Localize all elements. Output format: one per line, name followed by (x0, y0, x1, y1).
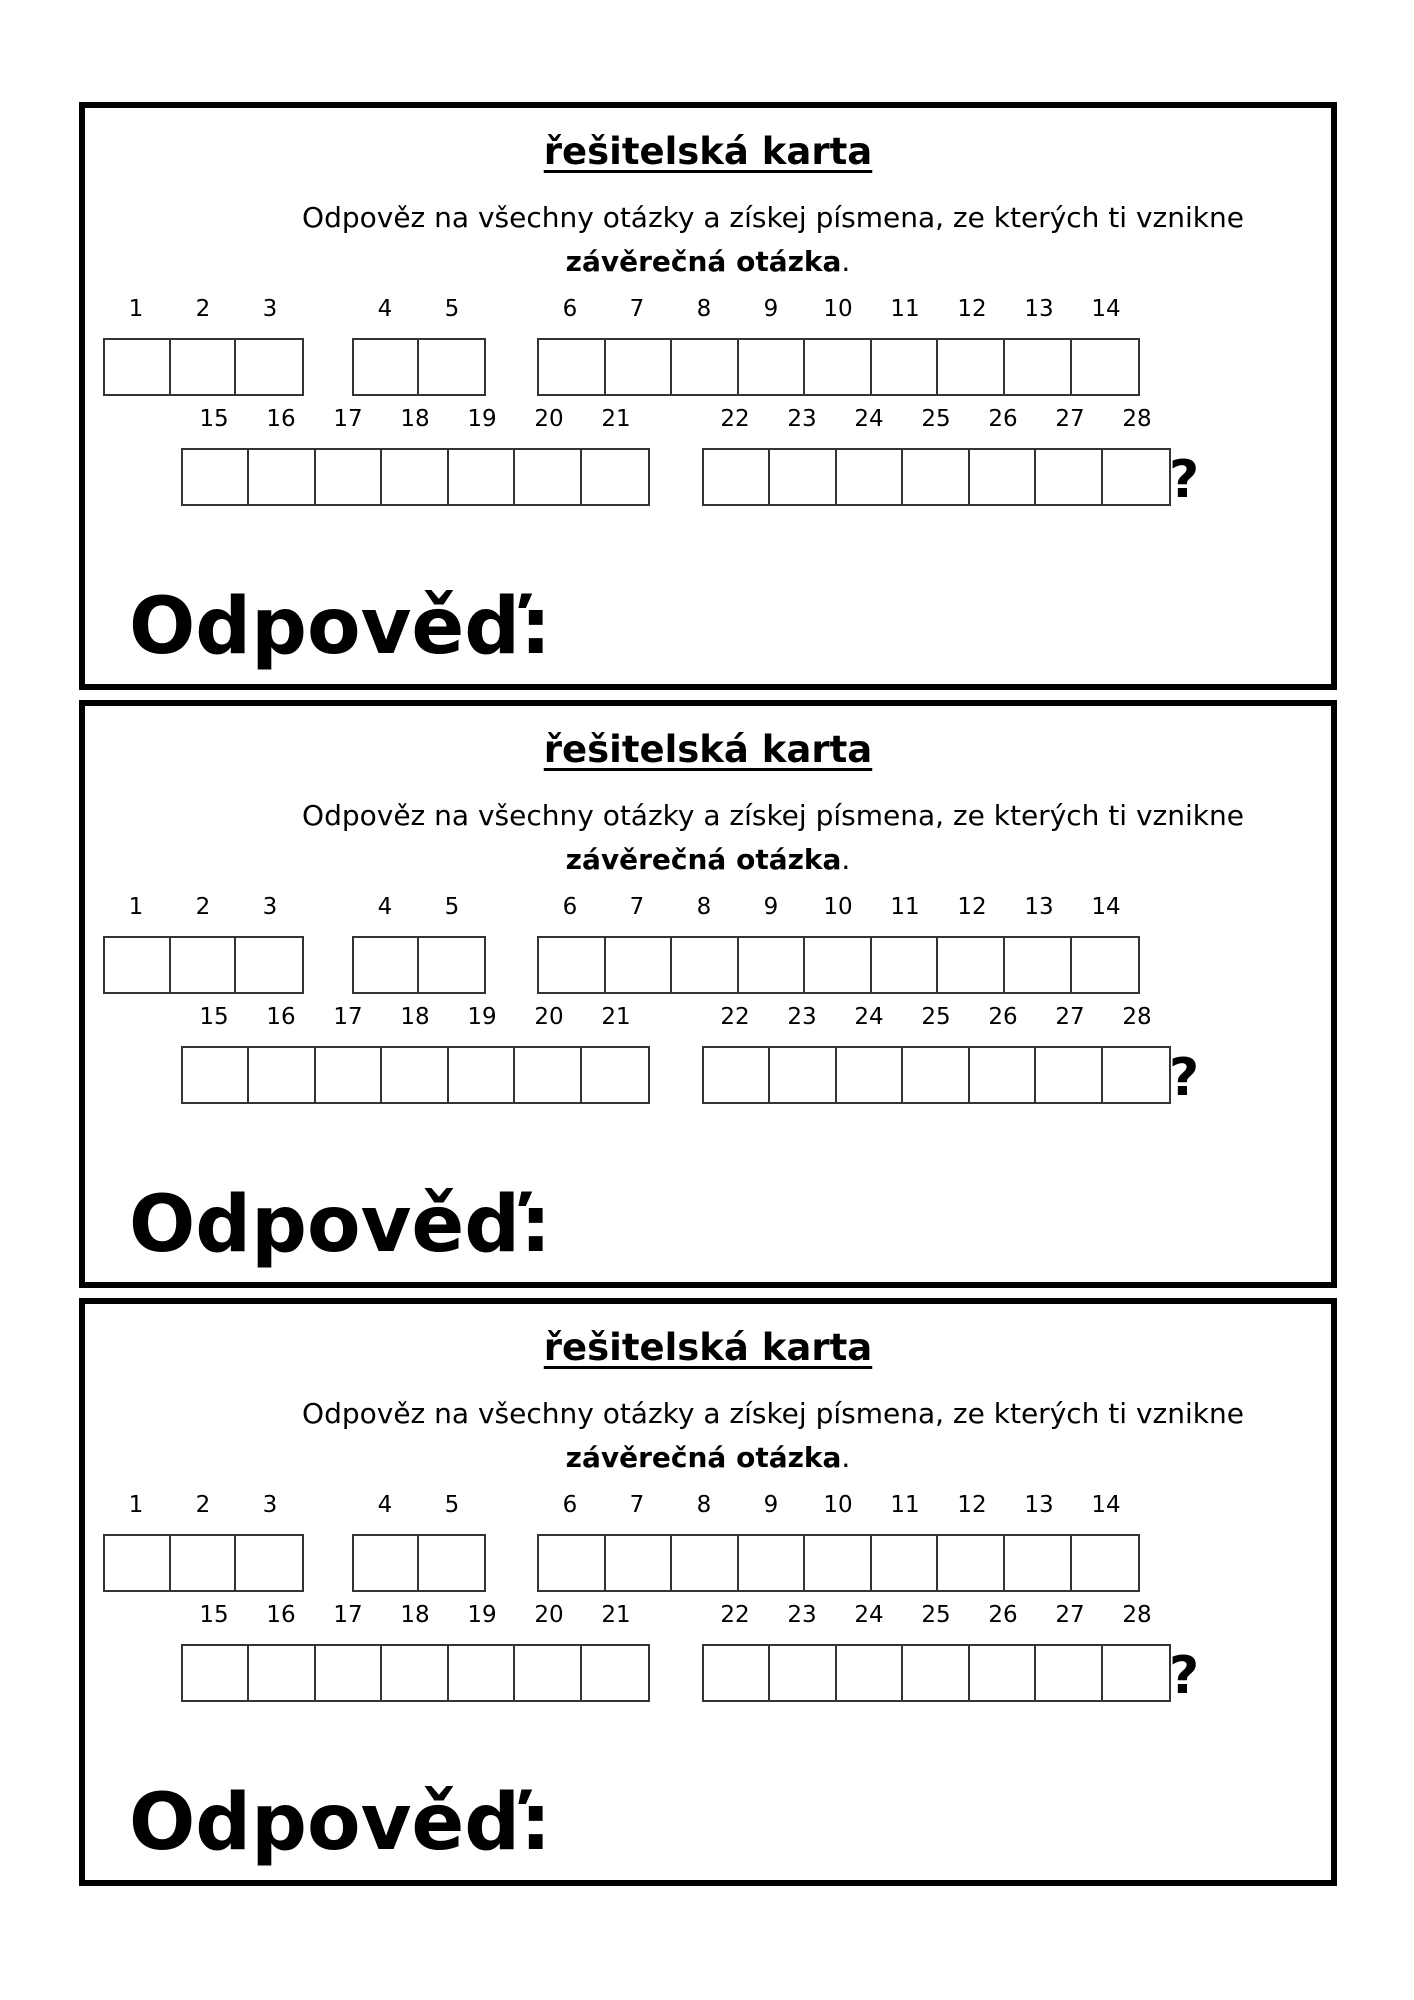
cell-number: 15 (199, 406, 229, 432)
cell-number: 15 (199, 1004, 229, 1030)
letter-cell[interactable] (739, 938, 806, 992)
letter-cell[interactable] (1005, 1536, 1072, 1590)
letter-box-group (181, 1644, 650, 1702)
cell-number: 5 (444, 894, 460, 920)
letter-box-group (352, 338, 486, 396)
letter-cell[interactable] (938, 340, 1005, 394)
letter-cell[interactable] (1036, 1048, 1102, 1102)
card-instructions (85, 1392, 1331, 1480)
letter-cell[interactable] (837, 1048, 903, 1102)
letter-cell[interactable] (382, 450, 448, 504)
cell-number: 10 (823, 296, 853, 322)
cell-number: 22 (720, 406, 750, 432)
letter-cell[interactable] (672, 340, 739, 394)
cell-number: 23 (787, 1004, 817, 1030)
solver-card (79, 700, 1337, 1288)
letter-box-group (352, 1534, 486, 1592)
cell-number: 12 (957, 296, 987, 322)
letter-cell[interactable] (1103, 1646, 1169, 1700)
cell-number: 13 (1024, 1492, 1054, 1518)
instructions-period: . (841, 245, 851, 278)
cell-number: 16 (266, 1004, 296, 1030)
letter-cell[interactable] (539, 340, 606, 394)
cell-number: 5 (444, 296, 460, 322)
cell-number: 18 (400, 1004, 430, 1030)
cell-number: 26 (988, 1004, 1018, 1030)
letter-box-group (181, 448, 650, 506)
solver-card (79, 102, 1337, 690)
cell-number: 24 (854, 406, 884, 432)
letter-cell[interactable] (354, 938, 419, 992)
letter-box-group (181, 1046, 650, 1104)
cell-number: 25 (921, 1602, 951, 1628)
cell-number: 13 (1024, 894, 1054, 920)
letter-cell[interactable] (354, 340, 419, 394)
letter-cell[interactable] (770, 1048, 836, 1102)
cell-number: 7 (629, 1492, 645, 1518)
letter-cell[interactable] (582, 450, 648, 504)
cell-number: 14 (1091, 296, 1121, 322)
cell-number: 20 (534, 1602, 564, 1628)
instructions-period: . (841, 843, 851, 876)
letter-cell[interactable] (449, 450, 515, 504)
cell-number: 18 (400, 1602, 430, 1628)
letter-cell[interactable] (105, 938, 171, 992)
letter-cell[interactable] (419, 938, 484, 992)
question-mark: ? (1169, 450, 1200, 510)
letter-cell[interactable] (249, 1048, 315, 1102)
cell-number: 9 (763, 296, 779, 322)
cell-number: 9 (763, 1492, 779, 1518)
letter-cell[interactable] (770, 450, 836, 504)
cell-number: 25 (921, 1004, 951, 1030)
letter-cell[interactable] (837, 450, 903, 504)
letter-cell[interactable] (672, 938, 739, 992)
letter-box-group (702, 1046, 1171, 1104)
letter-cell[interactable] (236, 340, 302, 394)
letter-cell[interactable] (249, 450, 315, 504)
letter-cell[interactable] (249, 1646, 315, 1700)
card-title: řešitelská karta (543, 1326, 873, 1369)
letter-cell[interactable] (1072, 340, 1139, 394)
letter-cell[interactable] (382, 1048, 448, 1102)
instructions-period: . (841, 1441, 851, 1474)
cell-number: 17 (333, 406, 363, 432)
letter-cell[interactable] (1072, 938, 1139, 992)
final-question-emphasis: závěrečná otázka (565, 245, 842, 278)
letter-cell[interactable] (938, 1536, 1005, 1590)
cell-number: 12 (957, 894, 987, 920)
letter-box-group (103, 338, 304, 396)
cell-number: 23 (787, 1602, 817, 1628)
cell-number: 1 (128, 1492, 144, 1518)
letter-cell[interactable] (872, 1536, 939, 1590)
letter-cell[interactable] (183, 1048, 249, 1102)
answer-label: Odpověď: (129, 582, 552, 672)
letter-cell[interactable] (419, 340, 484, 394)
cell-number: 27 (1055, 1602, 1085, 1628)
question-mark: ? (1169, 1048, 1200, 1108)
cell-number: 7 (629, 894, 645, 920)
cell-number: 11 (890, 894, 920, 920)
letter-cell[interactable] (515, 1048, 581, 1102)
cell-number: 23 (787, 406, 817, 432)
cell-number: 21 (601, 1004, 631, 1030)
letter-box-group (103, 936, 304, 994)
letter-box-group (702, 448, 1171, 506)
cell-number: 19 (467, 406, 497, 432)
instructions-final-question-line (85, 1436, 1331, 1480)
letter-cell[interactable] (805, 340, 872, 394)
cell-number: 28 (1122, 406, 1152, 432)
card-instructions (85, 196, 1331, 284)
letter-cell[interactable] (938, 938, 1005, 992)
cell-number: 2 (195, 1492, 211, 1518)
letter-cell[interactable] (236, 938, 302, 992)
question-mark: ? (1169, 1646, 1200, 1706)
letter-cell[interactable] (1005, 938, 1072, 992)
final-question-emphasis: závěrečná otázka (565, 843, 842, 876)
cell-number: 13 (1024, 296, 1054, 322)
cell-number: 12 (957, 1492, 987, 1518)
letter-box-group (537, 338, 1140, 396)
cell-number: 26 (988, 1602, 1018, 1628)
cell-number: 8 (696, 1492, 712, 1518)
letter-cell[interactable] (419, 1536, 484, 1590)
letter-cell[interactable] (449, 1646, 515, 1700)
letter-cell[interactable] (837, 1646, 903, 1700)
letter-cell[interactable] (171, 1536, 237, 1590)
cell-number: 11 (890, 296, 920, 322)
cell-number: 8 (696, 894, 712, 920)
letter-cell[interactable] (183, 1646, 249, 1700)
cell-number: 1 (128, 296, 144, 322)
cell-number: 11 (890, 1492, 920, 1518)
letter-cell[interactable] (316, 1048, 382, 1102)
cell-number: 14 (1091, 894, 1121, 920)
letter-box-group (537, 1534, 1140, 1592)
cell-number: 6 (562, 894, 578, 920)
letter-cell[interactable] (903, 1048, 969, 1102)
letter-cell[interactable] (903, 1646, 969, 1700)
letter-box-group (103, 1534, 304, 1592)
letter-cell[interactable] (1036, 1646, 1102, 1700)
cell-number: 4 (377, 1492, 393, 1518)
letter-cell[interactable] (171, 340, 237, 394)
letter-cell[interactable] (1005, 340, 1072, 394)
instructions-final-question-line (85, 240, 1331, 284)
letter-cell[interactable] (704, 1048, 770, 1102)
letter-cell[interactable] (171, 938, 237, 992)
cell-number: 5 (444, 1492, 460, 1518)
cell-number: 19 (467, 1602, 497, 1628)
letter-cell[interactable] (1072, 1536, 1139, 1590)
letter-cell[interactable] (515, 1646, 581, 1700)
letter-cell[interactable] (970, 1646, 1036, 1700)
letter-box-group (702, 1644, 1171, 1702)
cell-number: 2 (195, 894, 211, 920)
cell-number: 25 (921, 406, 951, 432)
cell-number: 6 (562, 1492, 578, 1518)
cell-number: 21 (601, 1602, 631, 1628)
cell-number: 1 (128, 894, 144, 920)
cell-number: 27 (1055, 1004, 1085, 1030)
answer-label: Odpověď: (129, 1778, 552, 1868)
letter-cell[interactable] (582, 1646, 648, 1700)
cell-number: 17 (333, 1004, 363, 1030)
cell-number: 22 (720, 1602, 750, 1628)
letter-cell[interactable] (1036, 450, 1102, 504)
cell-number: 3 (262, 1492, 278, 1518)
cell-number: 20 (534, 406, 564, 432)
cell-number: 9 (763, 894, 779, 920)
cell-number: 21 (601, 406, 631, 432)
letter-cell[interactable] (539, 938, 606, 992)
letter-cell[interactable] (105, 1536, 171, 1590)
letter-cell[interactable] (105, 340, 171, 394)
solver-card (79, 1298, 1337, 1886)
letter-cell[interactable] (970, 450, 1036, 504)
letter-cell[interactable] (606, 340, 673, 394)
cell-number: 10 (823, 894, 853, 920)
cell-number: 16 (266, 406, 296, 432)
cell-number: 16 (266, 1602, 296, 1628)
letter-cell[interactable] (316, 450, 382, 504)
letter-cell[interactable] (606, 1536, 673, 1590)
letter-cell[interactable] (539, 1536, 606, 1590)
instructions-text: Odpověz na všechny otázky a získej písmena, ze kterých ti vznikne (302, 201, 1244, 234)
cell-number: 18 (400, 406, 430, 432)
instructions-text: Odpověz na všechny otázky a získej písmena, ze kterých ti vznikne (302, 1397, 1244, 1430)
letter-cell[interactable] (1103, 450, 1169, 504)
cell-number: 15 (199, 1602, 229, 1628)
letter-cell[interactable] (739, 1536, 806, 1590)
letter-cell[interactable] (805, 1536, 872, 1590)
letter-cell[interactable] (770, 1646, 836, 1700)
letter-cell[interactable] (1103, 1048, 1169, 1102)
cell-number: 24 (854, 1602, 884, 1628)
cell-number: 6 (562, 296, 578, 322)
cell-number: 8 (696, 296, 712, 322)
letter-cell[interactable] (672, 1536, 739, 1590)
cell-number: 7 (629, 296, 645, 322)
letter-cell[interactable] (354, 1536, 419, 1590)
cell-number: 26 (988, 406, 1018, 432)
cell-number: 3 (262, 296, 278, 322)
cell-number: 22 (720, 1004, 750, 1030)
card-title: řešitelská karta (543, 728, 873, 771)
letter-cell[interactable] (236, 1536, 302, 1590)
cell-number: 4 (377, 894, 393, 920)
letter-cell[interactable] (704, 1646, 770, 1700)
instructions-text: Odpověz na všechny otázky a získej písmena, ze kterých ti vznikne (302, 799, 1244, 832)
letter-box-group (537, 936, 1140, 994)
cell-number: 20 (534, 1004, 564, 1030)
cell-number: 3 (262, 894, 278, 920)
letter-cell[interactable] (515, 450, 581, 504)
letter-cell[interactable] (704, 450, 770, 504)
card-instructions (85, 794, 1331, 882)
letter-cell[interactable] (903, 450, 969, 504)
letter-cell[interactable] (872, 938, 939, 992)
letter-box-group (352, 936, 486, 994)
card-title: řešitelská karta (543, 130, 873, 173)
cell-number: 28 (1122, 1004, 1152, 1030)
cell-number: 27 (1055, 406, 1085, 432)
cell-number: 10 (823, 1492, 853, 1518)
letter-cell[interactable] (582, 1048, 648, 1102)
letter-cell[interactable] (739, 340, 806, 394)
cell-number: 24 (854, 1004, 884, 1030)
answer-label: Odpověď: (129, 1180, 552, 1270)
letter-cell[interactable] (316, 1646, 382, 1700)
instructions-final-question-line (85, 838, 1331, 882)
letter-cell[interactable] (970, 1048, 1036, 1102)
cell-number: 17 (333, 1602, 363, 1628)
cell-number: 14 (1091, 1492, 1121, 1518)
final-question-emphasis: závěrečná otázka (565, 1441, 842, 1474)
cell-number: 28 (1122, 1602, 1152, 1628)
cell-number: 4 (377, 296, 393, 322)
letter-cell[interactable] (449, 1048, 515, 1102)
letter-cell[interactable] (606, 938, 673, 992)
cell-number: 19 (467, 1004, 497, 1030)
letter-cell[interactable] (183, 450, 249, 504)
letter-cell[interactable] (382, 1646, 448, 1700)
cell-number: 2 (195, 296, 211, 322)
letter-cell[interactable] (872, 340, 939, 394)
letter-cell[interactable] (805, 938, 872, 992)
